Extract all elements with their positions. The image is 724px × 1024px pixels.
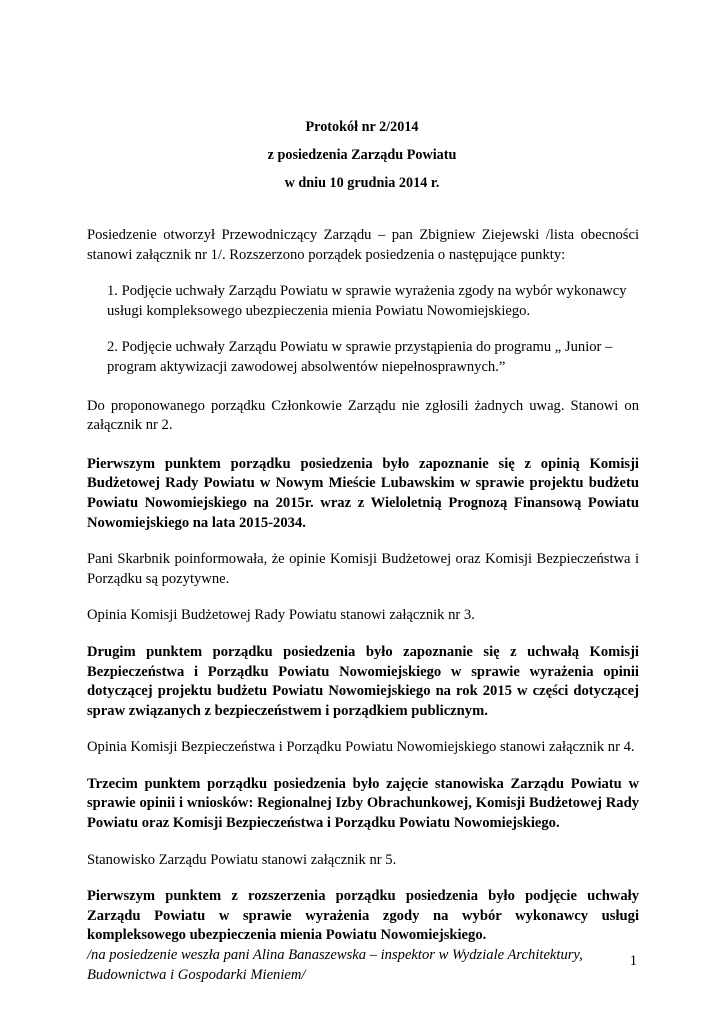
protocol-subtitle: z posiedzenia Zarządu Powiatu: [267, 147, 457, 163]
opening-paragraph: Posiedzenie otworzył Przewodniczący Zarządu – pan Zbigniew Ziejewski /lista obecności stanowi załącznik nr 1/. Rozszerzono porządek posiedzenia o następujące punkty:: [87, 227, 639, 263]
protocol-header: [0, 113, 724, 197]
page-number: 1: [629, 953, 637, 969]
protocol-title: Protokół nr 2/2014: [305, 119, 419, 135]
attachment-5-paragraph: Stanowisko Zarządu Powiatu stanowi załącznik nr 5.: [87, 851, 397, 868]
point-2-heading: Drugim punktem porządku posiedzenia było zapoznanie się z uchwałą Komisji Bezpieczeństwa i Porządku Powiatu Nowomiejskiego w sprawie wyrażenia opinii dotyczącej projektu budżetu Powiatu Nowomiejskiego na rok 2015 w części dotyczącej spraw związanych z bezpieczeństwem i porządkiem publicznym.: [87, 643, 639, 719]
point-1-heading: Pierwszym punktem porządku posiedzenia było zapoznanie się z opinią Komisji Budżetowej Rady Powiatu w Nowym Mieście Lubawskim w sprawie projektu budżetu Powiatu Nowomiejskiego na 2015r. wraz z Wieloletnią Prognozą Finansową Powiatu Nowomiejskiego na lata 2015-2034.: [87, 455, 639, 531]
arrival-note: /na posiedzenie weszła pani Alina Banaszewska – inspektor w Wydziale Architektury, Budownictwa i Gospodarki Mieniem/: [87, 947, 583, 983]
attachment-3-paragraph: Opinia Komisji Budżetowej Rady Powiatu stanowi załącznik nr 3.: [87, 607, 475, 624]
extended-point-1-heading: Pierwszym punktem z rozszerzenia porządku posiedzenia było podjęcie uchwały Zarządu Powiatu w sprawie wyrażenia zgody na wybór wykonawcy usługi kompleksowego ubezpieczenia mienia Powiatu Nowomiejskiego.: [87, 888, 639, 944]
treasurer-note-paragraph: Pani Skarbnik poinformowała, że opinie Komisji Budżetowej oraz Komisji Bezpieczeństwa i Porządku są pozytywne.: [87, 551, 639, 587]
agenda-item-1: 1. Podjęcie uchwały Zarządu Powiatu w sprawie wyrażenia zgody na wybór wykonawcy usługi kompleksowego ubezpieczenia mienia Powiatu Nowomiejskiego.: [107, 283, 627, 319]
agenda-item-2: 2. Podjęcie uchwały Zarządu Powiatu w sprawie przystąpienia do programu „ Junior – program aktywizacji zawodowej absolwentów niepełnosprawnych.”: [107, 339, 613, 375]
protocol-date: w dniu 10 grudnia 2014 r.: [284, 175, 440, 191]
attachment-4-paragraph: Opinia Komisji Bezpieczeństwa i Porządku Powiatu Nowomiejskiego stanowi załącznik nr 4.: [87, 739, 635, 756]
point-3-heading: Trzecim punktem porządku posiedzenia było zajęcie stanowiska Zarządu Powiatu w sprawie opinii i wniosków: Regionalnej Izby Obrachunkowej, Komisji Budżetowej Rady Powiatu oraz Komisji Bezpieczeństwa i Porządku Powiatu Nowomiejskiego.: [87, 775, 639, 832]
agenda-note-paragraph: Do proponowanego porządku Członkowie Zarządu nie zgłosili żadnych uwag. Stanowi on załącznik nr 2.: [87, 397, 639, 434]
document-body: [87, 226, 639, 985]
